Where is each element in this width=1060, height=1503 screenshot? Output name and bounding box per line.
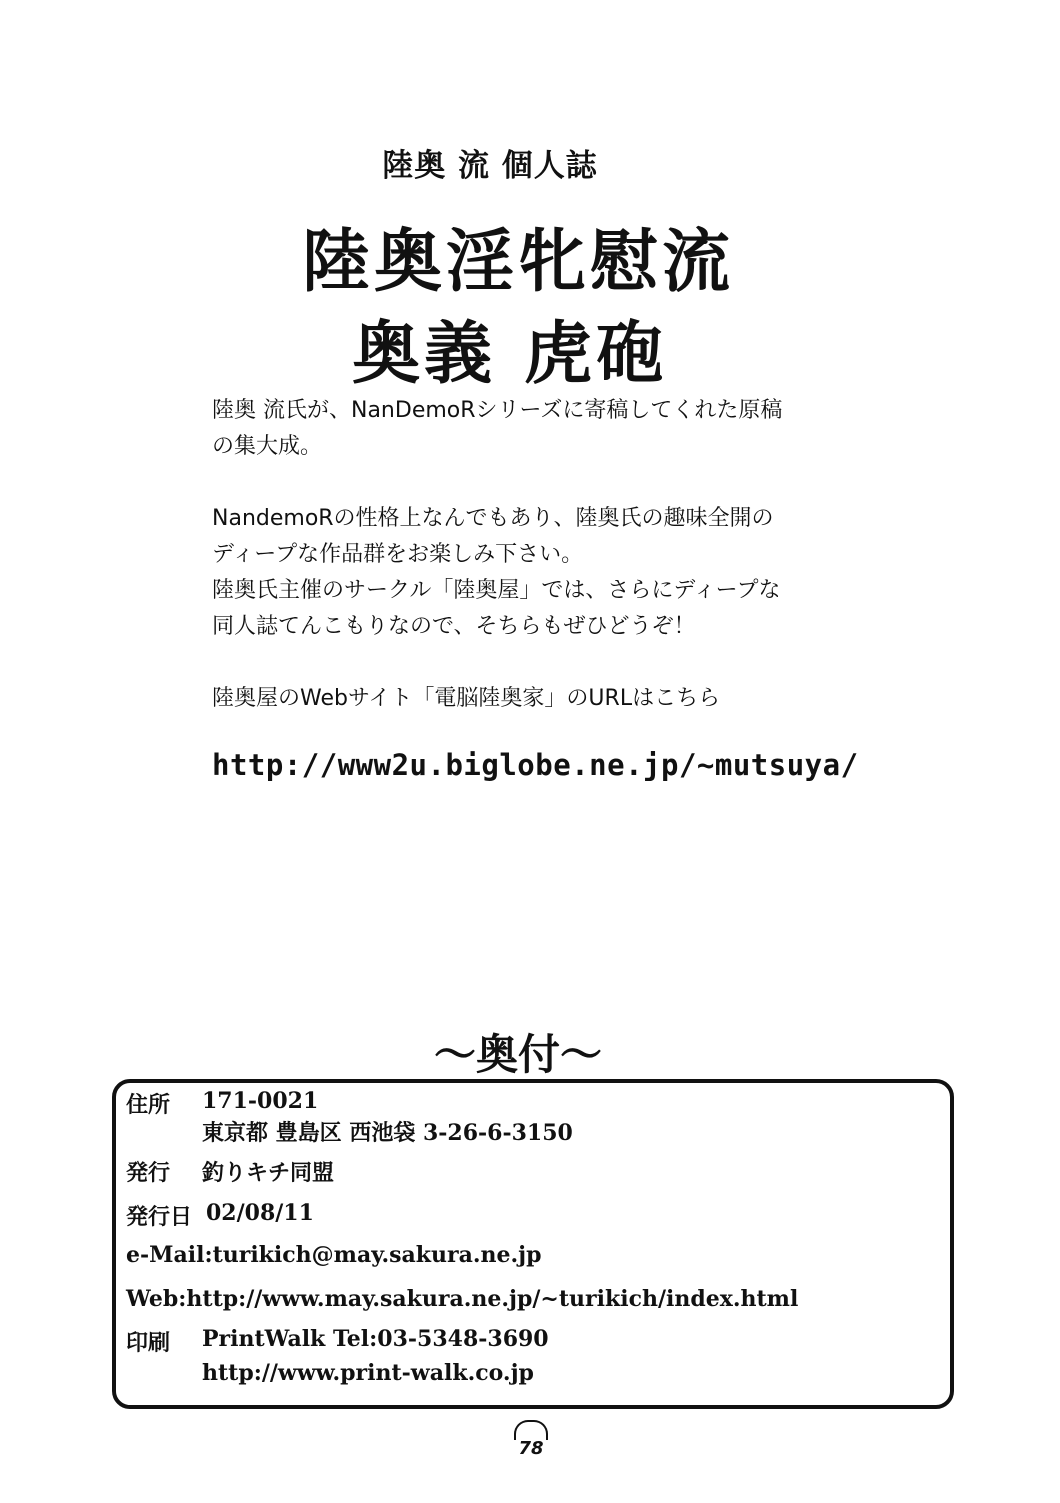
printer-label: 印刷 bbox=[126, 1330, 171, 1356]
author-subtitle: 陸奥 流 個人誌 bbox=[382, 148, 598, 184]
date-label: 発行日 bbox=[126, 1204, 193, 1230]
page-number-text: 78 bbox=[518, 1438, 544, 1459]
paragraph-line: ディープな作品群をお楽しみ下さい。 bbox=[212, 542, 584, 567]
page-number bbox=[508, 1420, 554, 1460]
postal-code: 171-0021 bbox=[202, 1088, 319, 1114]
paragraph-line: NandemoRの性格上なんでもあり、陸奥氏の趣味全開の bbox=[212, 506, 774, 531]
publisher-label: 発行 bbox=[126, 1160, 171, 1186]
printer-url-link[interactable]: http://www.print-walk.co.jp bbox=[202, 1360, 534, 1386]
address-row bbox=[126, 1088, 170, 1119]
paragraph-line: 同人誌てんこもりなので、そちらもぜひどうぞ！ bbox=[212, 614, 696, 639]
email-link[interactable]: e-Mail:turikich@may.sakura.ne.jp bbox=[126, 1242, 542, 1268]
colophon-heading: ～奥付～ bbox=[433, 1030, 602, 1079]
paragraph-line: の集大成。 bbox=[212, 434, 323, 459]
printer-value: PrintWalk Tel:03-5348-3690 bbox=[202, 1326, 549, 1352]
book-title-line1: 陸奥淫牝慰流 bbox=[301, 223, 734, 302]
date-value: 02/08/11 bbox=[206, 1200, 314, 1226]
mascot-icon bbox=[514, 1420, 548, 1440]
web-link[interactable]: Web:http://www.may.sakura.ne.jp/~turikich/index.html bbox=[126, 1286, 799, 1312]
address-value: 東京都 豊島区 西池袋 3-26-6-3150 bbox=[202, 1120, 573, 1146]
paragraph-line: 陸奥 流氏が、NanDemoRシリーズに寄稿してくれた原稿 bbox=[212, 398, 783, 423]
book-title-line2: 奥義 虎砲 bbox=[352, 315, 668, 394]
address-label: 住所 bbox=[126, 1092, 171, 1118]
paragraph-line: 陸奥屋のWebサイト「電脳陸奥家」のURLはこちら bbox=[212, 686, 721, 711]
circle-website-link[interactable]: http://www2u.biglobe.ne.jp/~mutsuya/ bbox=[212, 748, 859, 782]
publisher-value: 釣りキチ同盟 bbox=[202, 1160, 335, 1186]
description-text bbox=[212, 393, 852, 717]
paragraph-line: 陸奥氏主催のサークル「陸奥屋」では、さらにディープな bbox=[212, 578, 781, 603]
